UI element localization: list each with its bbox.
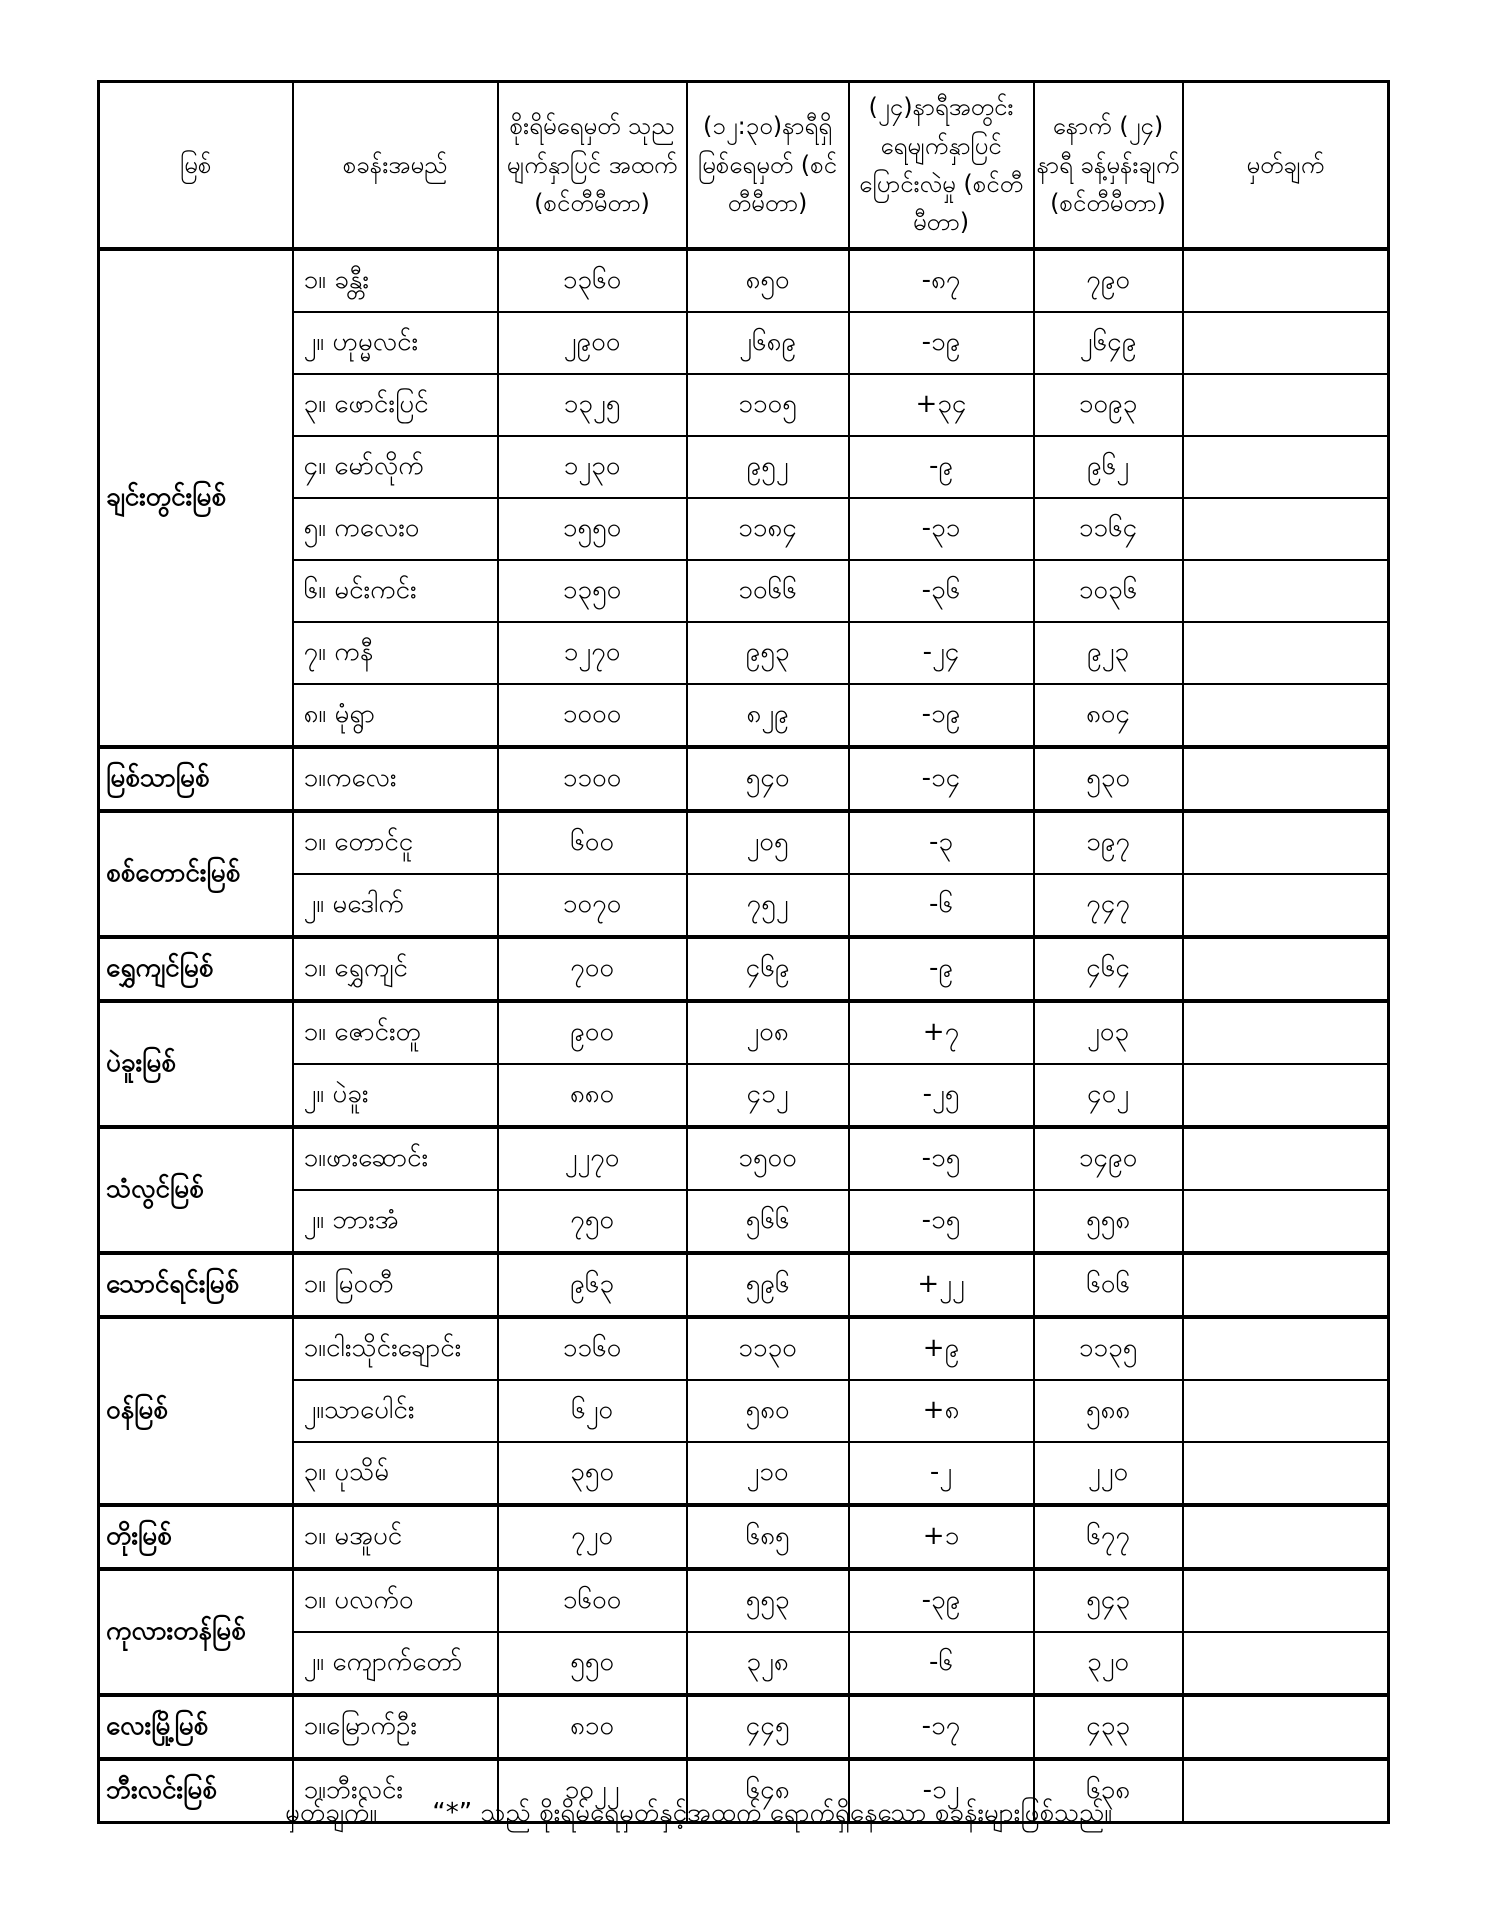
footnote-label: မှတ်ချက်။ xyxy=(285,1798,378,1828)
current-level-cell: ၁၁၈၄ xyxy=(687,498,849,560)
water-level-table xyxy=(97,80,1390,1824)
river-name-cell: ကုလားတန်မြစ် xyxy=(99,1569,293,1695)
forecast-24h-cell: ၁၀၃၆ xyxy=(1034,560,1183,622)
forecast-24h-cell: ၂၆၄၉ xyxy=(1034,312,1183,374)
remark-cell xyxy=(1183,874,1389,937)
river-name-cell: ပဲခူးမြစ် xyxy=(99,1001,293,1127)
station-name-cell: ၂။ ပဲခူး xyxy=(293,1064,498,1127)
forecast-24h-cell: ၆၇၇ xyxy=(1034,1505,1183,1569)
danger-level-cell: ၈၁၀ xyxy=(498,1695,687,1759)
current-level-cell: ၄၁၂ xyxy=(687,1064,849,1127)
danger-level-cell: ၁၂၇၀ xyxy=(498,622,687,684)
forecast-24h-cell: ၁၀၉၃ xyxy=(1034,374,1183,436)
current-level-cell: ၂၀၈ xyxy=(687,1001,849,1064)
remark-cell xyxy=(1183,1632,1389,1695)
station-name-cell: ၁။ငါးသိုင်းချောင်း xyxy=(293,1317,498,1380)
remark-cell xyxy=(1183,560,1389,622)
station-name-cell: ၁။ ရွှေကျင် xyxy=(293,937,498,1001)
station-name-cell: ၃။ ပုသိမ် xyxy=(293,1442,498,1505)
danger-level-cell: ၂၂၇၀ xyxy=(498,1127,687,1190)
table-row xyxy=(99,684,1389,747)
col-header-current-level: (၁၂:၃၀)နာရီရှိ မြစ်ရေမှတ် (စင်တီမီတာ) xyxy=(687,82,849,250)
danger-level-cell: ၂၉၀၀ xyxy=(498,312,687,374)
remark-cell xyxy=(1183,1317,1389,1380)
danger-level-cell: ၁၁၀၀ xyxy=(498,747,687,811)
forecast-24h-cell: ၅၈၈ xyxy=(1034,1380,1183,1442)
forecast-24h-cell: ၅၄၃ xyxy=(1034,1569,1183,1632)
col-header-forecast-24h: နောက် (၂၄) နာရီ ခန့်မှန်းချက် (စင်တီမီတာ) xyxy=(1034,82,1183,250)
station-name-cell: ၂။ ကျောက်တော် xyxy=(293,1632,498,1695)
current-level-cell: ၁၁၀၅ xyxy=(687,374,849,436)
station-name-cell: ၁။ဖားဆောင်း xyxy=(293,1127,498,1190)
table-row xyxy=(99,1380,1389,1442)
current-level-cell: ၈၅၀ xyxy=(687,249,849,312)
danger-level-cell: ၁၀၀၀ xyxy=(498,684,687,747)
change-24h-cell: +၃၄ xyxy=(849,374,1034,436)
change-24h-cell: -၂၅ xyxy=(849,1064,1034,1127)
current-level-cell: ၂၁၀ xyxy=(687,1442,849,1505)
river-name-cell: ဘီးလင်းမြစ် xyxy=(99,1759,293,1823)
table-row xyxy=(99,1190,1389,1253)
station-name-cell: ၃။ ဖောင်းပြင် xyxy=(293,374,498,436)
danger-level-cell: ၁၁၆၀ xyxy=(498,1317,687,1380)
remark-cell xyxy=(1183,498,1389,560)
change-24h-cell: +၉ xyxy=(849,1317,1034,1380)
forecast-24h-cell: ၆၀၆ xyxy=(1034,1253,1183,1317)
table-row xyxy=(99,1695,1389,1759)
danger-level-cell: ၁၆၀၀ xyxy=(498,1569,687,1632)
table-row xyxy=(99,622,1389,684)
station-name-cell: ၁။ဘီးလင်း xyxy=(293,1759,498,1823)
station-name-cell: ၁။မြောက်ဦး xyxy=(293,1695,498,1759)
current-level-cell: ၉၅၂ xyxy=(687,436,849,498)
river-name-cell: သောင်ရင်းမြစ် xyxy=(99,1253,293,1317)
current-level-cell: ၅၆၆ xyxy=(687,1190,849,1253)
table-row xyxy=(99,747,1389,811)
remark-cell xyxy=(1183,1001,1389,1064)
station-name-cell: ၁။ တောင်ငူ xyxy=(293,811,498,874)
remark-cell xyxy=(1183,249,1389,312)
change-24h-cell: +၈ xyxy=(849,1380,1034,1442)
change-24h-cell: -၃၁ xyxy=(849,498,1034,560)
station-name-cell: ၁။ကလေး xyxy=(293,747,498,811)
forecast-24h-cell: ၁၄၉၀ xyxy=(1034,1127,1183,1190)
remark-cell xyxy=(1183,622,1389,684)
change-24h-cell: +၁ xyxy=(849,1505,1034,1569)
forecast-24h-cell: ၈၀၄ xyxy=(1034,684,1183,747)
forecast-24h-cell: ၁၁၆၄ xyxy=(1034,498,1183,560)
table-row xyxy=(99,498,1389,560)
col-header-river: မြစ် xyxy=(99,82,293,250)
danger-level-cell: ၈၈၀ xyxy=(498,1064,687,1127)
forecast-24h-cell: ၉၂၃ xyxy=(1034,622,1183,684)
station-name-cell: ၂။ မဒေါက် xyxy=(293,874,498,937)
current-level-cell: ၆၄၈ xyxy=(687,1759,849,1823)
forecast-24h-cell: ၅၃၀ xyxy=(1034,747,1183,811)
station-name-cell: ၈။ မုံရွာ xyxy=(293,684,498,747)
river-name-cell: မြစ်သာမြစ် xyxy=(99,747,293,811)
header-row xyxy=(99,82,1389,250)
footnote xyxy=(285,1795,1385,1834)
remark-cell xyxy=(1183,374,1389,436)
table-row xyxy=(99,1064,1389,1127)
table-row xyxy=(99,1001,1389,1064)
remark-cell xyxy=(1183,1127,1389,1190)
danger-level-cell: ၁၃၆၀ xyxy=(498,249,687,312)
remark-cell xyxy=(1183,747,1389,811)
forecast-24h-cell: ၄၆၄ xyxy=(1034,937,1183,1001)
change-24h-cell: -၃၉ xyxy=(849,1569,1034,1632)
table-row xyxy=(99,1317,1389,1380)
danger-level-cell: ၇၅၀ xyxy=(498,1190,687,1253)
col-header-remark: မှတ်ချက် xyxy=(1183,82,1389,250)
danger-level-cell: ၁၅၅၀ xyxy=(498,498,687,560)
forecast-24h-cell: ၄၃၃ xyxy=(1034,1695,1183,1759)
danger-level-cell: ၁၀၂၂ xyxy=(498,1759,687,1823)
change-24h-cell: +၇ xyxy=(849,1001,1034,1064)
col-header-station: စခန်းအမည် xyxy=(293,82,498,250)
remark-cell xyxy=(1183,1190,1389,1253)
forecast-24h-cell: ၁၉၇ xyxy=(1034,811,1183,874)
current-level-cell: ၁၁၃၀ xyxy=(687,1317,849,1380)
table-row xyxy=(99,560,1389,622)
station-name-cell: ၄။ မော်လိုက် xyxy=(293,436,498,498)
danger-level-cell: ၁၃၂၅ xyxy=(498,374,687,436)
danger-level-cell: ၁၀၇၀ xyxy=(498,874,687,937)
remark-cell xyxy=(1183,811,1389,874)
danger-level-cell: ၉၆၃ xyxy=(498,1253,687,1317)
forecast-24h-cell: ၇၄၇ xyxy=(1034,874,1183,937)
table-row xyxy=(99,1127,1389,1190)
forecast-24h-cell: ၇၉၀ xyxy=(1034,249,1183,312)
current-level-cell: ၁၅၀၀ xyxy=(687,1127,849,1190)
current-level-cell: ၄၄၅ xyxy=(687,1695,849,1759)
current-level-cell: ၉၅၃ xyxy=(687,622,849,684)
river-name-cell: ဝန်မြစ် xyxy=(99,1317,293,1505)
river-name-cell: သံလွင်မြစ် xyxy=(99,1127,293,1253)
table-row xyxy=(99,436,1389,498)
change-24h-cell: -၁၅ xyxy=(849,1127,1034,1190)
station-name-cell: ၁။ ပလက်ဝ xyxy=(293,1569,498,1632)
forecast-24h-cell: ၆၃၈ xyxy=(1034,1759,1183,1823)
station-name-cell: ၁။ ခန္တီး xyxy=(293,249,498,312)
remark-cell xyxy=(1183,1380,1389,1442)
river-name-cell: လေးမြို့မြစ် xyxy=(99,1695,293,1759)
table-row xyxy=(99,312,1389,374)
remark-cell xyxy=(1183,1569,1389,1632)
forecast-24h-cell: ၁၁၃၅ xyxy=(1034,1317,1183,1380)
change-24h-cell: -၁၇ xyxy=(849,1695,1034,1759)
remark-cell xyxy=(1183,1695,1389,1759)
remark-cell xyxy=(1183,1253,1389,1317)
footnote-text: “*” သည် စိုးရိမ်ရေမှတ်နှင့်အထက် ရောက်ရှိနေသော စခန်းများဖြစ်သည်။ xyxy=(432,1798,1113,1828)
col-header-danger-level: စိုးရိမ်ရေမှတ် သုညမျက်နှာပြင် အထက် (စင်တီမီတာ) xyxy=(498,82,687,250)
danger-level-cell: ၆၂၀ xyxy=(498,1380,687,1442)
current-level-cell: ၆၈၅ xyxy=(687,1505,849,1569)
change-24h-cell: -၃ xyxy=(849,811,1034,874)
current-level-cell: ၂၀၅ xyxy=(687,811,849,874)
current-level-cell: ၈၂၉ xyxy=(687,684,849,747)
current-level-cell: ၄၆၉ xyxy=(687,937,849,1001)
current-level-cell: ၅၅၃ xyxy=(687,1569,849,1632)
danger-level-cell: ၃၅၀ xyxy=(498,1442,687,1505)
forecast-24h-cell: ၂၂၀ xyxy=(1034,1442,1183,1505)
change-24h-cell: -၁၂ xyxy=(849,1759,1034,1823)
forecast-24h-cell: ၄၀၂ xyxy=(1034,1064,1183,1127)
current-level-cell: ၂၆၈၉ xyxy=(687,312,849,374)
table-row xyxy=(99,1632,1389,1695)
forecast-24h-cell: ၅၅၈ xyxy=(1034,1190,1183,1253)
remark-cell xyxy=(1183,684,1389,747)
table-row xyxy=(99,1442,1389,1505)
river-name-cell: ချင်းတွင်းမြစ် xyxy=(99,249,293,747)
change-24h-cell: -၁၅ xyxy=(849,1190,1034,1253)
change-24h-cell: +၂၂ xyxy=(849,1253,1034,1317)
remark-cell xyxy=(1183,1442,1389,1505)
danger-level-cell: ၅၅၀ xyxy=(498,1632,687,1695)
danger-level-cell: ၇၂၀ xyxy=(498,1505,687,1569)
danger-level-cell: ၇၀၀ xyxy=(498,937,687,1001)
change-24h-cell: -၂၄ xyxy=(849,622,1034,684)
table-row xyxy=(99,374,1389,436)
current-level-cell: ၅၈၀ xyxy=(687,1380,849,1442)
station-name-cell: ၇။ ကနီ xyxy=(293,622,498,684)
danger-level-cell: ၁၂၃၀ xyxy=(498,436,687,498)
remark-cell xyxy=(1183,937,1389,1001)
current-level-cell: ၁၀၆၆ xyxy=(687,560,849,622)
station-name-cell: ၂။သာပေါင်း xyxy=(293,1380,498,1442)
table-row xyxy=(99,1569,1389,1632)
station-name-cell: ၁။ မြဝတီ xyxy=(293,1253,498,1317)
station-name-cell: ၂။ ဘားအံ xyxy=(293,1190,498,1253)
current-level-cell: ၃၂၈ xyxy=(687,1632,849,1695)
table-row xyxy=(99,937,1389,1001)
station-name-cell: ၅။ ကလေးဝ xyxy=(293,498,498,560)
change-24h-cell: -၉ xyxy=(849,937,1034,1001)
change-24h-cell: -၈၇ xyxy=(849,249,1034,312)
danger-level-cell: ၉၀၀ xyxy=(498,1001,687,1064)
table-row xyxy=(99,811,1389,874)
station-name-cell: ၂။ ဟုမ္မလင်း xyxy=(293,312,498,374)
table-row xyxy=(99,1505,1389,1569)
table-row xyxy=(99,874,1389,937)
change-24h-cell: -၁၉ xyxy=(849,684,1034,747)
remark-cell xyxy=(1183,312,1389,374)
table-row xyxy=(99,249,1389,312)
station-name-cell: ၆။ မင်းကင်း xyxy=(293,560,498,622)
current-level-cell: ၇၅၂ xyxy=(687,874,849,937)
col-header-change-24h: (၂၄)နာရီအတွင်း ရေမျက်နှာပြင် ပြောင်းလဲမှု (စင်တီမီတာ) xyxy=(849,82,1034,250)
change-24h-cell: -၉ xyxy=(849,436,1034,498)
table-row xyxy=(99,1253,1389,1317)
river-name-cell: စစ်တောင်းမြစ် xyxy=(99,811,293,937)
change-24h-cell: -၁၄ xyxy=(849,747,1034,811)
danger-level-cell: ၆၀၀ xyxy=(498,811,687,874)
current-level-cell: ၅၉၆ xyxy=(687,1253,849,1317)
river-name-cell: တိုးမြစ် xyxy=(99,1505,293,1569)
river-name-cell: ရွှေကျင်မြစ် xyxy=(99,937,293,1001)
forecast-24h-cell: ၉၆၂ xyxy=(1034,436,1183,498)
remark-cell xyxy=(1183,436,1389,498)
remark-cell xyxy=(1183,1505,1389,1569)
change-24h-cell: -၂ xyxy=(849,1442,1034,1505)
forecast-24h-cell: ၂၀၃ xyxy=(1034,1001,1183,1064)
danger-level-cell: ၁၃၅၀ xyxy=(498,560,687,622)
station-name-cell: ၁။ ဇောင်းတူ xyxy=(293,1001,498,1064)
change-24h-cell: -၆ xyxy=(849,1632,1034,1695)
station-name-cell: ၁။ မအူပင် xyxy=(293,1505,498,1569)
change-24h-cell: -၁၉ xyxy=(849,312,1034,374)
change-24h-cell: -၃၆ xyxy=(849,560,1034,622)
current-level-cell: ၅၄၀ xyxy=(687,747,849,811)
forecast-24h-cell: ၃၂၀ xyxy=(1034,1632,1183,1695)
remark-cell xyxy=(1183,1064,1389,1127)
change-24h-cell: -၆ xyxy=(849,874,1034,937)
